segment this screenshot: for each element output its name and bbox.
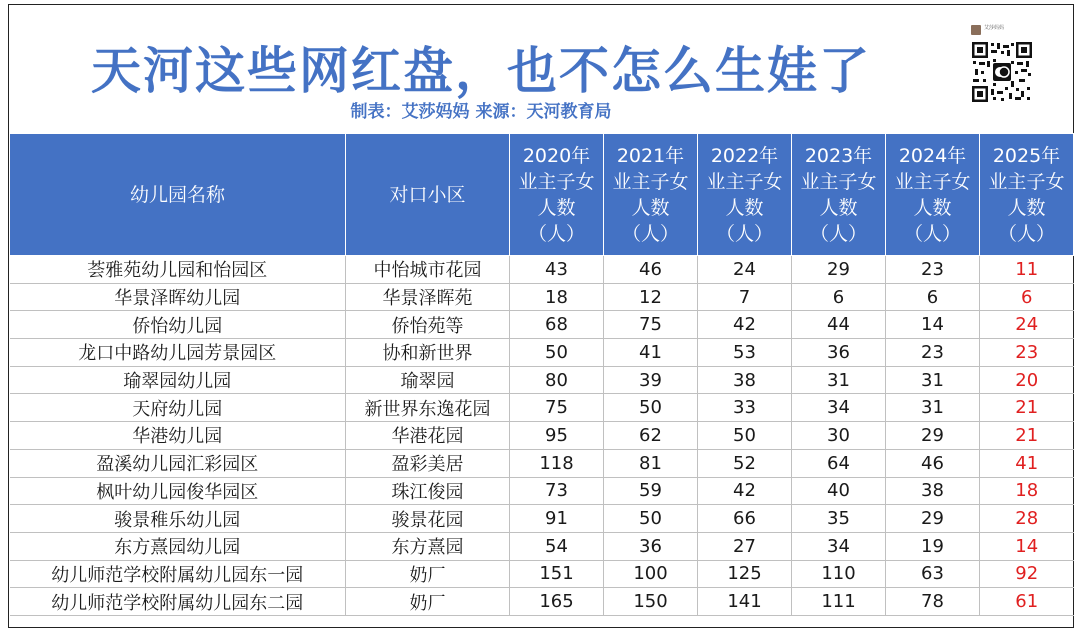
cell-2022: 141 <box>698 588 792 616</box>
cell-community: 中怡城市花园 <box>346 256 510 284</box>
cell-2023: 64 <box>792 449 886 477</box>
cell-community: 珠江俊园 <box>346 477 510 505</box>
table-row <box>10 532 1074 560</box>
cell-2025: 18 <box>980 477 1074 505</box>
col-header-2023: 2023年 业主子女 人数 （人） <box>792 134 886 256</box>
qr-code-icon <box>971 41 1033 103</box>
cell-kindergarten-name: 幼儿师范学校附属幼儿园东二园 <box>10 588 346 616</box>
cell-kindergarten-name: 盈溪幼儿园汇彩园区 <box>10 449 346 477</box>
cell-2022: 125 <box>698 560 792 588</box>
cell-2025: 24 <box>980 311 1074 339</box>
cell-kindergarten-name: 华景泽晖幼儿园 <box>10 283 346 311</box>
cell-2025: 23 <box>980 339 1074 367</box>
cell-community: 东方熹园 <box>346 532 510 560</box>
cell-2021: 50 <box>604 505 698 533</box>
col-header-2024: 2024年 业主子女 人数 （人） <box>886 134 980 256</box>
cell-kindergarten-name: 幼儿师范学校附属幼儿园东一园 <box>10 560 346 588</box>
cell-kindergarten-name: 侨怡幼儿园 <box>10 311 346 339</box>
cell-2024: 29 <box>886 505 980 533</box>
cell-community: 华景泽晖苑 <box>346 283 510 311</box>
cell-2022: 50 <box>698 422 792 450</box>
cell-2023: 40 <box>792 477 886 505</box>
table-header-row <box>10 134 1074 256</box>
table-row <box>10 449 1074 477</box>
avatar <box>971 25 981 35</box>
cell-kindergarten-name: 东方熹园幼儿园 <box>10 532 346 560</box>
cell-2020: 91 <box>510 505 604 533</box>
cell-2022: 42 <box>698 477 792 505</box>
cell-2021: 46 <box>604 256 698 284</box>
cell-2023: 29 <box>792 256 886 284</box>
cell-2024: 63 <box>886 560 980 588</box>
cell-2022: 52 <box>698 449 792 477</box>
col-header-2020: 2020年 业主子女 人数 （人） <box>510 134 604 256</box>
cell-community: 新世界东逸花园 <box>346 394 510 422</box>
data-table <box>9 133 1074 616</box>
cell-2024: 23 <box>886 339 980 367</box>
cell-2021: 36 <box>604 532 698 560</box>
cell-2020: 68 <box>510 311 604 339</box>
cell-2020: 80 <box>510 366 604 394</box>
cell-2025: 11 <box>980 256 1074 284</box>
col-header-name: 幼儿园名称 <box>10 134 346 256</box>
cell-2025: 20 <box>980 366 1074 394</box>
page-title: 天河这些网红盘，也不怎么生娃了 <box>91 42 871 100</box>
cell-2020: 50 <box>510 339 604 367</box>
cell-2024: 19 <box>886 532 980 560</box>
cell-kindergarten-name: 枫叶幼儿园俊华园区 <box>10 477 346 505</box>
col-header-2021: 2021年 业主子女 人数 （人） <box>604 134 698 256</box>
table-row <box>10 366 1074 394</box>
cell-2022: 33 <box>698 394 792 422</box>
cell-2021: 81 <box>604 449 698 477</box>
cell-2020: 118 <box>510 449 604 477</box>
infographic-frame <box>8 4 1074 628</box>
cell-2024: 14 <box>886 311 980 339</box>
cell-2020: 54 <box>510 532 604 560</box>
cell-kindergarten-name: 骏景稚乐幼儿园 <box>10 505 346 533</box>
cell-2024: 23 <box>886 256 980 284</box>
cell-2023: 30 <box>792 422 886 450</box>
table-row <box>10 256 1074 284</box>
cell-community: 侨怡苑等 <box>346 311 510 339</box>
page-subtitle: 制表：艾莎妈妈 来源：天河教育局 <box>350 102 612 122</box>
cell-2025: 28 <box>980 505 1074 533</box>
cell-2025: 21 <box>980 394 1074 422</box>
table-row <box>10 311 1074 339</box>
table-row <box>10 505 1074 533</box>
col-header-2022: 2022年 业主子女 人数 （人） <box>698 134 792 256</box>
cell-2021: 12 <box>604 283 698 311</box>
table-row <box>10 339 1074 367</box>
cell-2023: 31 <box>792 366 886 394</box>
col-header-2025: 2025年 业主子女 人数 （人） <box>980 134 1074 256</box>
col-header-community: 对口小区 <box>346 134 510 256</box>
cell-2023: 36 <box>792 339 886 367</box>
cell-kindergarten-name: 荟雅苑幼儿园和怡园区 <box>10 256 346 284</box>
cell-2021: 41 <box>604 339 698 367</box>
cell-2024: 6 <box>886 283 980 311</box>
cell-community: 盈彩美居 <box>346 449 510 477</box>
cell-2020: 165 <box>510 588 604 616</box>
cell-2020: 151 <box>510 560 604 588</box>
cell-2022: 7 <box>698 283 792 311</box>
cell-2021: 150 <box>604 588 698 616</box>
cell-2022: 27 <box>698 532 792 560</box>
cell-2022: 53 <box>698 339 792 367</box>
table-row <box>10 283 1074 311</box>
cell-kindergarten-name: 华港幼儿园 <box>10 422 346 450</box>
cell-2021: 39 <box>604 366 698 394</box>
table-row <box>10 422 1074 450</box>
qr-code-card <box>967 21 1037 119</box>
cell-2020: 18 <box>510 283 604 311</box>
cell-2023: 34 <box>792 394 886 422</box>
cell-2021: 59 <box>604 477 698 505</box>
cell-2025: 14 <box>980 532 1074 560</box>
cell-2021: 62 <box>604 422 698 450</box>
cell-community: 奶厂 <box>346 560 510 588</box>
cell-kindergarten-name: 瑜翠园幼儿园 <box>10 366 346 394</box>
cell-2022: 24 <box>698 256 792 284</box>
table-row <box>10 394 1074 422</box>
cell-community: 瑜翠园 <box>346 366 510 394</box>
cell-community: 协和新世界 <box>346 339 510 367</box>
cell-2020: 43 <box>510 256 604 284</box>
cell-2024: 78 <box>886 588 980 616</box>
table-row <box>10 477 1074 505</box>
qr-account-name: 艾莎妈妈 <box>984 25 1005 31</box>
cell-2020: 73 <box>510 477 604 505</box>
cell-2024: 31 <box>886 394 980 422</box>
cell-2022: 38 <box>698 366 792 394</box>
table-row <box>10 560 1074 588</box>
cell-2024: 38 <box>886 477 980 505</box>
cell-2025: 92 <box>980 560 1074 588</box>
cell-2025: 61 <box>980 588 1074 616</box>
cell-2023: 44 <box>792 311 886 339</box>
cell-2023: 111 <box>792 588 886 616</box>
cell-2024: 46 <box>886 449 980 477</box>
cell-community: 骏景花园 <box>346 505 510 533</box>
cell-2023: 110 <box>792 560 886 588</box>
cell-2021: 100 <box>604 560 698 588</box>
cell-community: 奶厂 <box>346 588 510 616</box>
cell-kindergarten-name: 龙口中路幼儿园芳景园区 <box>10 339 346 367</box>
cell-community: 华港花园 <box>346 422 510 450</box>
cell-2024: 31 <box>886 366 980 394</box>
cell-2022: 42 <box>698 311 792 339</box>
cell-2023: 34 <box>792 532 886 560</box>
cell-kindergarten-name: 天府幼儿园 <box>10 394 346 422</box>
cell-2025: 6 <box>980 283 1074 311</box>
cell-2023: 6 <box>792 283 886 311</box>
cell-2025: 21 <box>980 422 1074 450</box>
table-row <box>10 588 1074 616</box>
cell-2021: 75 <box>604 311 698 339</box>
cell-2022: 66 <box>698 505 792 533</box>
cell-2020: 95 <box>510 422 604 450</box>
cell-2024: 29 <box>886 422 980 450</box>
cell-2020: 75 <box>510 394 604 422</box>
cell-2025: 41 <box>980 449 1074 477</box>
cell-2021: 50 <box>604 394 698 422</box>
cell-2023: 35 <box>792 505 886 533</box>
header <box>9 5 1073 133</box>
